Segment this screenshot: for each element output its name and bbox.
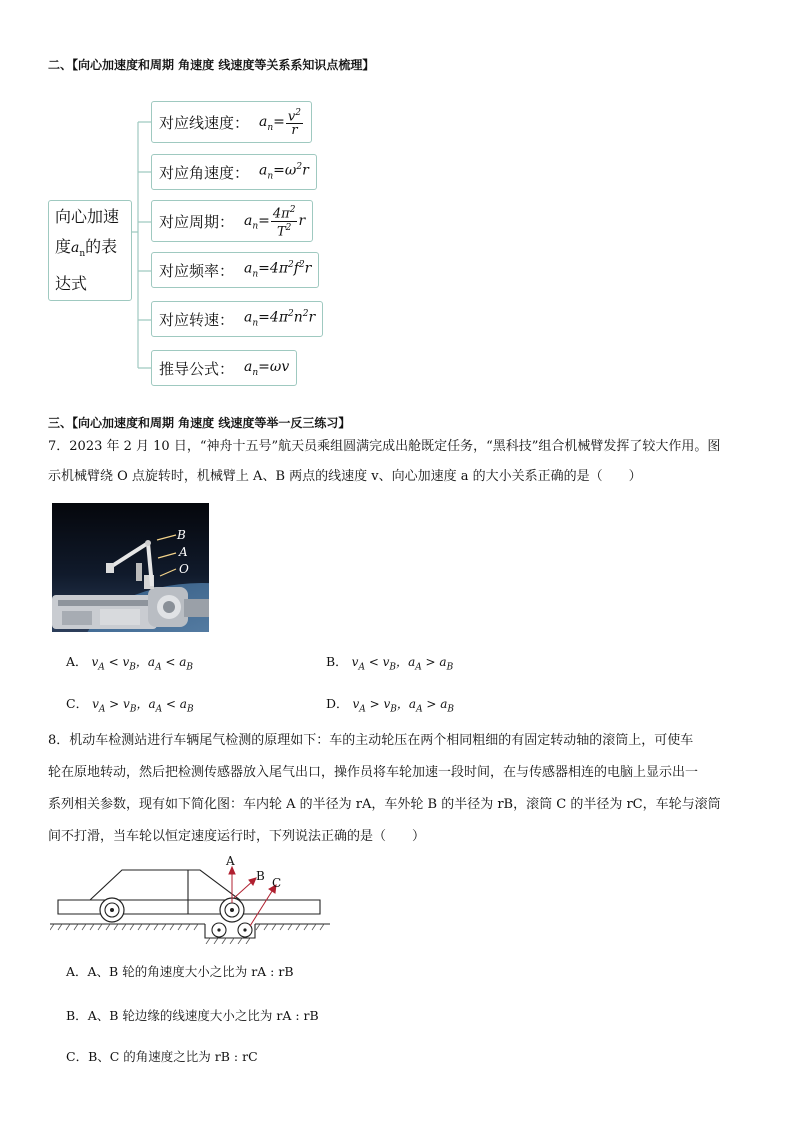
fig-label-A: A bbox=[226, 854, 235, 868]
q8-stem bbox=[48, 731, 758, 847]
q8-line2: 轮在原地转动，然后把检测传感器放入尾气出口，操作员将车轮加速一段时间，在与传感器相连的电脑上显示出一 bbox=[48, 765, 699, 780]
root-line1: 向心加速 bbox=[55, 207, 120, 226]
label-A: A bbox=[179, 545, 188, 559]
q7-option-d[interactable]: D． $v_A > v_B$，$a_A > a_B$ bbox=[326, 696, 455, 715]
q8-option-a[interactable]: A．A、B 轮的角速度大小之比为 rA : rB bbox=[66, 964, 294, 979]
formula-angular-velocity: $a_n=\omega^2r$ bbox=[259, 162, 309, 182]
fig-label-B: B bbox=[256, 869, 265, 883]
q8-line4: 间不打滑，当车轮以恒定速度运行时，下列说法正确的是（ ） bbox=[48, 829, 426, 844]
q8-car-diagram bbox=[50, 852, 330, 944]
q7-stem bbox=[48, 437, 758, 487]
section2-heading: 二、【向心加速度和周期 角速度 线速度等关系系知识点梳理】 bbox=[48, 58, 375, 72]
formula-linear-velocity: $a_n=$ $\frac{v^2}{r}$ bbox=[259, 107, 301, 139]
label-O: O bbox=[179, 562, 189, 576]
q7-line1: 7．2023 年 2 月 10 日，“神舟十五号”航天员乘组圆满完成出舱既定任务，“黑科技”组合机械臂发挥了较大作用。图 bbox=[48, 439, 721, 454]
q7-option-c[interactable]: C． $v_A > v_B$，$a_A < a_B$ bbox=[66, 696, 194, 715]
label-B: B bbox=[177, 528, 186, 542]
fig-label-C: C bbox=[272, 876, 282, 890]
section3-heading: 三、【向心加速度和周期 角速度 线速度等举一反三练习】 bbox=[48, 416, 351, 430]
q8-option-b[interactable]: B．A、B 轮边缘的线速度大小之比为 rA : rB bbox=[66, 1008, 319, 1023]
q8-line1: 8．机动车检测站进行车辆尾气检测的原理如下：车的主动轮压在两个相同粗细的有固定转动轴的滚筒上，可使车 bbox=[48, 733, 694, 748]
q7-line2: 示机械臂绕 O 点旋转时，机械臂上 A、B 两点的线速度 v、向心加速度 a 的大小关系正确的是（ ） bbox=[48, 469, 642, 484]
q7-option-a[interactable]: A． $v_A < v_B$，$a_A < a_B$ bbox=[66, 654, 194, 673]
formula-rotation-speed: $a_n=4\pi^2n^2r$ bbox=[244, 309, 316, 329]
q8-line3: 系列相关参数，现有如下简化图：车内轮 A 的半径为 rA，车外轮 B 的半径为 rB，滚筒 C 的半径为 rC，车轮与滚筒 bbox=[48, 797, 721, 812]
formula-derived: $a_n=\omega v$ bbox=[244, 358, 290, 378]
mindmap-item-rotation-speed: 对应转速： $a_n=4\pi^2n^2r$ bbox=[151, 301, 323, 337]
formula-period: $a_n=$ $\frac{4\pi^2}{T^2}$ r bbox=[244, 205, 306, 239]
mindmap-item-linear-velocity: 对应线速度： $a_n=$ $\frac{v^2}{r}$ bbox=[151, 101, 312, 143]
root-line2: 度$a_n$的表 bbox=[55, 237, 118, 260]
q8-option-c[interactable]: C．B、C 的角速度之比为 rB : rC bbox=[66, 1049, 258, 1064]
mindmap-item-period: 对应周期： $a_n=$ $\frac{4\pi^2}{T^2}$ r bbox=[151, 200, 313, 242]
mindmap-item-derived: 推导公式： $a_n=\omega v$ bbox=[151, 350, 297, 386]
formula-frequency: $a_n=4\pi^2f^2r$ bbox=[244, 260, 312, 280]
root-line3: 达式 bbox=[55, 274, 88, 294]
mindmap-root bbox=[48, 200, 132, 301]
q7-robot-arm-image bbox=[52, 503, 209, 632]
mindmap-item-angular-velocity: 对应角速度： $a_n=\omega^2r$ bbox=[151, 154, 317, 190]
mindmap-item-frequency: 对应频率： $a_n=4\pi^2f^2r$ bbox=[151, 252, 319, 288]
q7-option-b[interactable]: B． $v_A < v_B$，$a_A > a_B$ bbox=[326, 654, 454, 673]
